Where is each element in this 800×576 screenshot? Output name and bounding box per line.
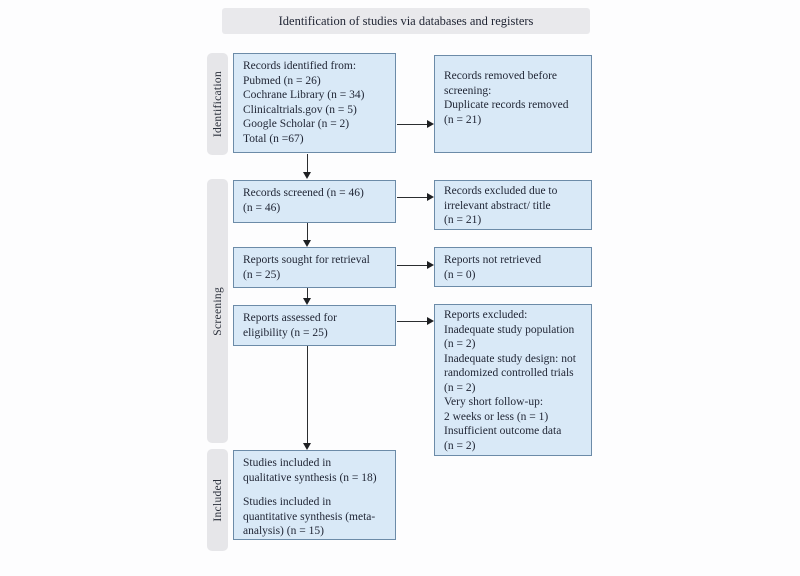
stage-identification (207, 53, 228, 155)
box-line: Clinicaltrials.gov (n = 5) (243, 103, 357, 116)
arrow-shaft (307, 223, 309, 241)
arrow-right-assessed-to-excluded (397, 317, 434, 326)
arrowhead-right-icon (427, 317, 434, 325)
box-line: Reports not retrieved (444, 254, 542, 266)
box-records-removed (434, 55, 592, 153)
diagram-title-banner (222, 8, 590, 34)
box-line: Cochrane Library (n = 34) (243, 89, 365, 101)
box-studies-included (233, 450, 396, 540)
arrow-right-sought-to-not-retrieved (397, 261, 434, 270)
box-line: irrelevant abstract/ title (444, 199, 551, 212)
arrowhead-down-icon (303, 443, 311, 450)
stage-label: Identification (211, 70, 224, 138)
box-reports-not-retrieved (434, 247, 592, 287)
box-line: Studies included in (243, 496, 332, 508)
stage-screening (207, 179, 228, 443)
stage-label: Screening (211, 286, 224, 336)
box-line: Inadequate study population (444, 323, 575, 336)
box-line: (n = 21) (444, 113, 482, 126)
arrowhead-right-icon (427, 120, 434, 128)
box-line: Reports sought for retrieval (243, 254, 370, 266)
box-line: (n = 2) (444, 338, 476, 350)
box-line: qualitative synthesis (n = 18) (243, 471, 377, 484)
arrowhead-right-icon (427, 193, 434, 201)
arrow-down-assessed-to-included (303, 346, 312, 450)
stage-label: Included (211, 478, 224, 522)
arrowhead-down-icon (303, 298, 311, 305)
box-line: (n = 25) (243, 268, 281, 281)
box-line: quantitative synthesis (meta- (243, 510, 376, 523)
arrow-right-identified-to-removed (397, 120, 434, 129)
arrowhead-right-icon (427, 261, 434, 269)
box-line: (n = 0) (444, 268, 476, 281)
arrow-shaft (307, 154, 309, 173)
arrow-down-screened-to-sought (303, 223, 312, 247)
box-line: (n = 46) (243, 201, 281, 214)
box-line: (n = 2) (444, 381, 476, 394)
box-line: Records screened (n = 46) (243, 187, 364, 199)
box-line: Google Scholar (n = 2) (243, 118, 350, 130)
box-line: Records identified from: (243, 60, 357, 72)
box-line: Reports assessed for (243, 312, 337, 324)
box-line: (n = 21) (444, 214, 482, 226)
arrow-shaft (397, 197, 428, 199)
box-line: Studies included in (243, 457, 332, 469)
stage-included (207, 449, 228, 551)
box-line: Very short follow-up: (444, 396, 544, 408)
arrow-down-identified-to-screened (303, 154, 312, 179)
box-line: Records excluded due to (444, 185, 558, 197)
box-line: 2 weeks or less (n = 1) (444, 410, 549, 423)
arrow-right-screened-to-excluded (397, 193, 434, 202)
arrow-down-sought-to-assessed (303, 288, 312, 305)
box-line: analysis) (n = 15) (243, 525, 324, 537)
box-line: Inadequate study design: not (444, 352, 576, 365)
arrow-shaft (307, 346, 309, 444)
box-line: Reports excluded: (444, 309, 528, 321)
box-line (243, 485, 386, 495)
box-records-excluded (434, 180, 592, 230)
arrowhead-down-icon (303, 240, 311, 247)
arrowhead-down-icon (303, 172, 311, 179)
box-line: randomized controlled trials (444, 367, 574, 379)
box-reports-excluded (434, 304, 592, 456)
box-line: (n = 2) (444, 439, 476, 452)
box-line: Records removed before (444, 70, 558, 82)
arrow-shaft (397, 265, 428, 267)
box-reports-assessed (233, 305, 396, 346)
box-line: Pubmed (n = 26) (243, 74, 321, 87)
box-records-identified (233, 53, 396, 153)
arrow-shaft (397, 321, 428, 323)
box-line: Duplicate records removed (444, 99, 569, 111)
diagram-title: Identification of studies via databases and registers (278, 13, 534, 28)
box-records-screened (233, 180, 396, 223)
box-reports-sought (233, 247, 396, 288)
box-line: screening: (444, 84, 492, 97)
box-line: eligibility (n = 25) (243, 326, 328, 339)
arrow-shaft (397, 124, 428, 126)
box-line: Total (n =67) (243, 132, 304, 145)
box-line: Insufficient outcome data (444, 425, 562, 437)
